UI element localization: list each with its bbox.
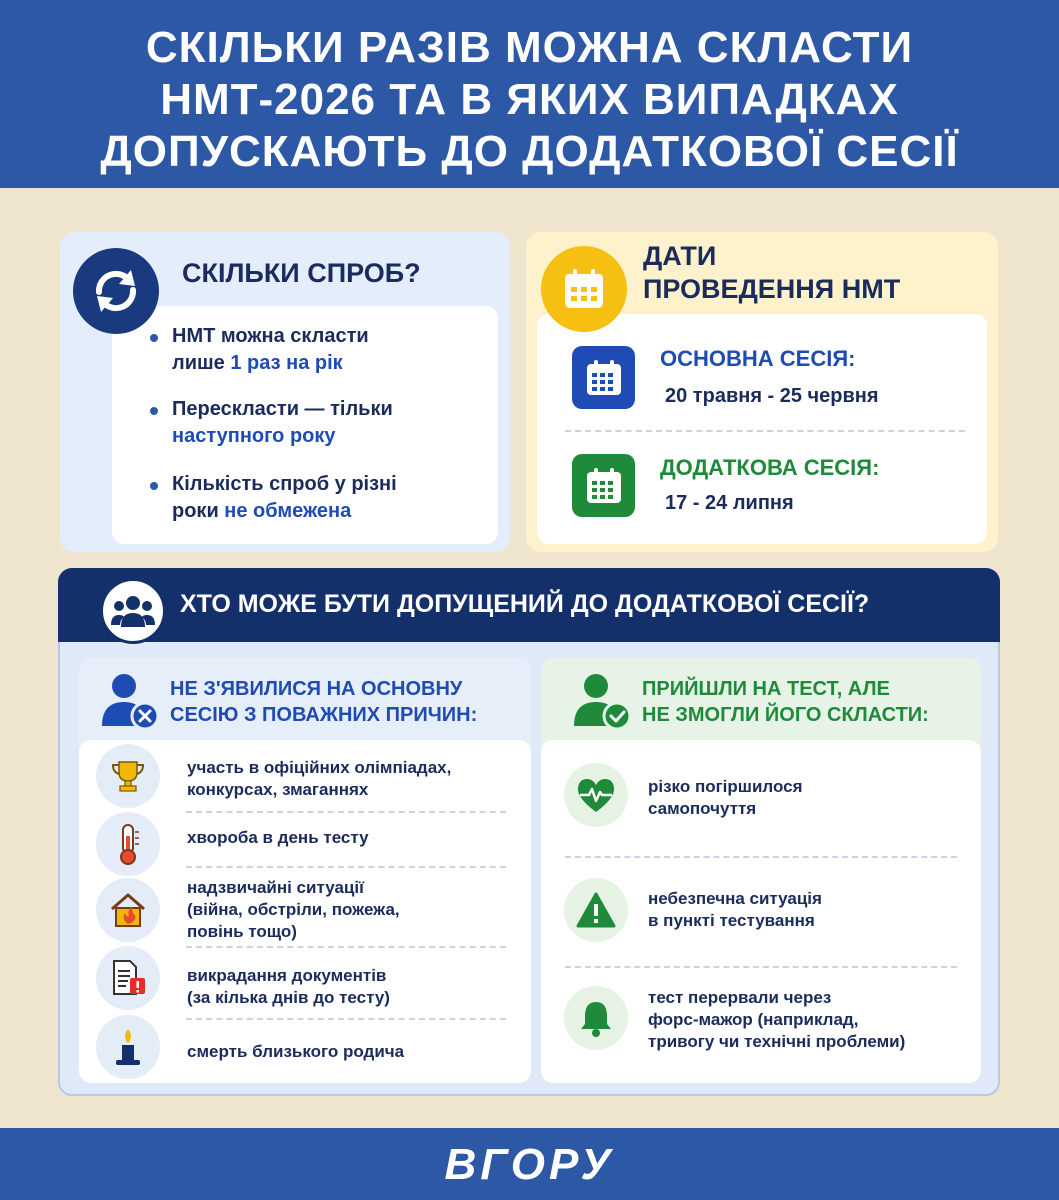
item-line: тривогу чи технічні проблеми) xyxy=(648,1032,906,1051)
left-item-1 xyxy=(187,757,451,801)
right-heading-line-2: НЕ ЗМОГЛИ ЙОГО СКЛАСТИ: xyxy=(642,704,929,726)
group-icon xyxy=(100,578,166,644)
item-line: самопочуття xyxy=(648,799,757,818)
thermometer-icon xyxy=(96,812,160,876)
main-session-dates: 20 травня - 25 червня xyxy=(665,385,879,407)
dates-title xyxy=(643,240,900,306)
house-fire-icon xyxy=(96,878,160,942)
item-divider xyxy=(186,811,506,813)
item-divider xyxy=(186,946,506,948)
person-check-icon xyxy=(570,670,632,732)
bullet-highlight: 1 раз на рік xyxy=(230,352,343,374)
right-item-1 xyxy=(648,776,803,820)
footer-banner xyxy=(0,1128,1059,1200)
title-line-3: ДОПУСКАЮТЬ ДО ДОДАТКОВОЇ СЕСІЇ xyxy=(100,127,959,176)
item-line: смерть близького родича xyxy=(187,1042,405,1061)
bullet-text: роки xyxy=(172,500,225,522)
left-item-2 xyxy=(187,827,369,849)
person-cross-icon xyxy=(98,670,160,732)
title-line-2: НМТ-2026 ТА В ЯКИХ ВИПАДКАХ xyxy=(160,75,899,124)
item-divider xyxy=(186,1018,506,1020)
item-line: форс-мажор (наприклад, xyxy=(648,1010,859,1029)
title-line-1: СКІЛЬКИ РАЗІВ МОЖНА СКЛАСТИ xyxy=(145,23,914,72)
warning-icon xyxy=(564,878,628,942)
attempts-title: СКІЛЬКИ СПРОБ? xyxy=(182,258,421,288)
bullet-text: Кількість спроб у різні xyxy=(172,473,397,495)
left-heading-line-2: СЕСІЮ З ПОВАЖНИХ ПРИЧИН: xyxy=(170,704,478,726)
right-item-2 xyxy=(648,888,822,932)
bullet-text: лише xyxy=(172,352,231,374)
item-line: в пункті тестування xyxy=(648,911,815,930)
bullet-dot xyxy=(150,334,158,342)
item-divider xyxy=(565,856,957,858)
left-item-4 xyxy=(187,965,390,1009)
left-item-5 xyxy=(187,1041,404,1063)
bullet-text: Перескласти — тільки xyxy=(172,398,393,420)
candle-icon xyxy=(96,1015,160,1079)
header-banner xyxy=(0,0,1059,188)
bullet-text: НМТ можна скласти xyxy=(172,325,369,347)
calendar-icon xyxy=(541,246,627,332)
item-line: повінь тощо) xyxy=(187,922,297,941)
item-line: (війна, обстріли, пожежа, xyxy=(187,900,400,919)
extra-session-calendar-icon xyxy=(572,454,635,517)
item-divider xyxy=(186,866,506,868)
dates-title-line-2: ПРОВЕДЕННЯ НМТ xyxy=(643,274,901,304)
attempts-bullet-3 xyxy=(150,471,480,525)
right-heading-line-1: ПРИЙШЛИ НА ТЕСТ, АЛЕ xyxy=(642,678,890,700)
page-title xyxy=(0,22,1059,178)
extra-session-dates: 17 - 24 липня xyxy=(665,492,794,514)
dates-divider xyxy=(565,430,965,432)
item-line: конкурсах, змаганнях xyxy=(187,780,369,799)
extra-session-label: ДОДАТКОВА СЕСІЯ: xyxy=(660,455,880,480)
item-line: надзвичайні ситуації xyxy=(187,878,364,897)
who-title: ХТО МОЖЕ БУТИ ДОПУЩЕНИЙ ДО ДОДАТКОВОЇ СЕСІЇ? xyxy=(180,590,870,618)
left-heading-line-1: НЕ З'ЯВИЛИСЯ НА ОСНОВНУ xyxy=(170,678,463,700)
item-line: викрадання документів xyxy=(187,966,387,985)
item-line: хвороба в день тесту xyxy=(187,828,369,847)
main-session-calendar-icon xyxy=(572,346,635,409)
bullet-highlight: не обмежена xyxy=(224,500,352,522)
heart-pulse-icon xyxy=(564,763,628,827)
attempts-bullet-1 xyxy=(150,323,480,377)
left-column-heading xyxy=(170,676,477,728)
item-line: різко погіршилося xyxy=(648,777,803,796)
item-line: небезпечна ситуація xyxy=(648,889,822,908)
brand-logo: ВГОРУ xyxy=(444,1140,615,1189)
bullet-highlight: наступного року xyxy=(172,425,336,447)
attempts-bullet-2 xyxy=(150,396,480,450)
bullet-dot xyxy=(150,407,158,415)
right-item-3 xyxy=(648,987,905,1053)
item-line: (за кілька днів до тесту) xyxy=(187,988,390,1007)
left-item-3 xyxy=(187,877,400,943)
bullet-dot xyxy=(150,482,158,490)
right-column-heading xyxy=(642,676,929,728)
dates-title-line-1: ДАТИ xyxy=(643,241,717,271)
document-alert-icon xyxy=(96,946,160,1010)
refresh-icon xyxy=(73,248,159,334)
item-line: участь в офіційних олімпіадах, xyxy=(187,758,452,777)
trophy-icon xyxy=(96,744,160,808)
item-divider xyxy=(565,966,957,968)
main-session-label: ОСНОВНА СЕСІЯ: xyxy=(660,346,856,371)
item-line: тест перервали через xyxy=(648,988,832,1007)
bell-icon xyxy=(564,986,628,1050)
